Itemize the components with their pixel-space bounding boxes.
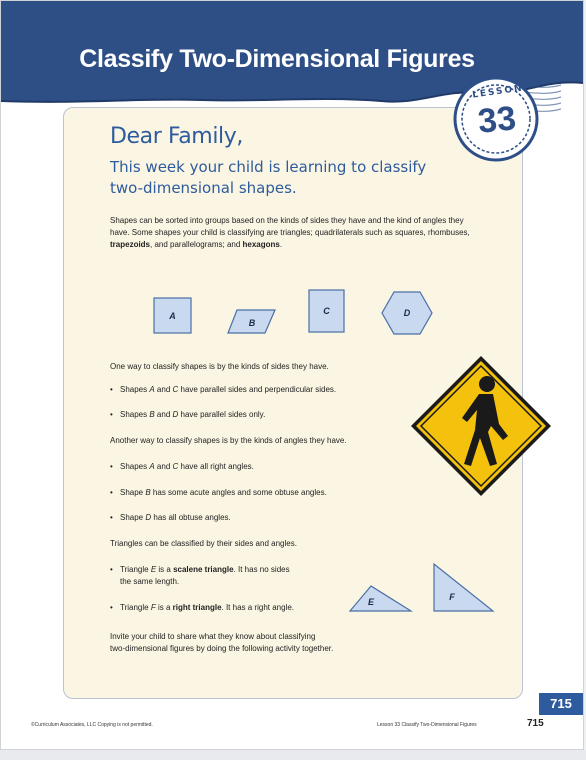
page-number-tab: 715 (539, 693, 583, 715)
triangles-intro: Triangles can be classified by their sides and angles. (110, 539, 297, 548)
angles-intro: Another way to classify shapes is by the kinds of angles they have. (110, 436, 347, 445)
intro-paragraph: Shapes can be sorted into groups based on the kinds of sides they have and the kind of angles they have. Some shapes your child is classifying are triangles; quadrilaterals such as squares, rhombuses, trapezoids, and parallelograms; and hexagons. (110, 216, 470, 249)
lesson-number: 33 (476, 99, 518, 141)
triangle-e-scalene (349, 585, 413, 613)
shape-d-hexagon (381, 291, 433, 335)
letter-subhead: This week your child is learning to classify two-dimensional shapes. (110, 158, 427, 197)
triangle-f-right (433, 563, 495, 613)
letter-greeting: Dear Family, (110, 124, 243, 149)
viewer-background (0, 750, 586, 760)
svg-text:A: A (169, 311, 176, 321)
worksheet-page: Classify Two-Dimensional Figures LESSON 33 Dear Family, This week your child is learning to classify two-dimensional shapes. Shapes can be sorted into groups based on the kinds of sides they have and the kind of angles they have. Some shapes your child is classifying are triangles; quadrilaterals such as squares, rhombuses, trapezoids, and parallelograms; and hexagons. A B C D One way to classify shapes is by the kinds of sides they have. • Shapes A and C have parallel sides and perpendicular sides. • Shapes B and D have parallel sides only. Another way to classify shapes is by the kinds of angles they have. • Shapes A and C have all right angles. • Shape B has some acute angles and some obtuse angles. • Shape D has all obtuse angles. Triangles can be classified by their sides and angles. • Triangle E is a scalene triangle. It has no sides the same length. • Triangle F is a right triangle. It has a right angle. E F Invite your child to share what they know about classifying two-dimensional figures by doing the following activity together. ©Curriculum Associates, LLC Copying is not permitted. Lesson 33 Classify Two-Dimensional Figures 715 715 (0, 0, 584, 750)
footer-page-number: 715 (527, 718, 544, 729)
svg-text:C: C (323, 306, 330, 316)
shape-b-parallelogram (227, 309, 277, 335)
svg-text:E: E (367, 597, 375, 607)
footer-lesson-ref: Lesson 33 Classify Two-Dimensional Figures (377, 722, 477, 728)
footer-copyright: ©Curriculum Associates, LLC Copying is not permitted. (31, 722, 153, 728)
shape-c-rectangle (308, 289, 346, 333)
sides-intro: One way to classify shapes is by the kinds of sides they have. (110, 362, 329, 371)
page-title: Classify Two-Dimensional Figures (79, 45, 475, 73)
pedestrian-crossing-sign-icon (409, 354, 553, 498)
closing-paragraph: Invite your child to share what they know about classifying two-dimensional figures by doing the following activity together. (110, 632, 334, 653)
shape-a-square (153, 297, 193, 335)
svg-text:D: D (403, 308, 411, 318)
svg-text:B: B (248, 318, 256, 328)
lesson-label: LESSON (471, 83, 525, 101)
svg-text:F: F (449, 592, 455, 602)
